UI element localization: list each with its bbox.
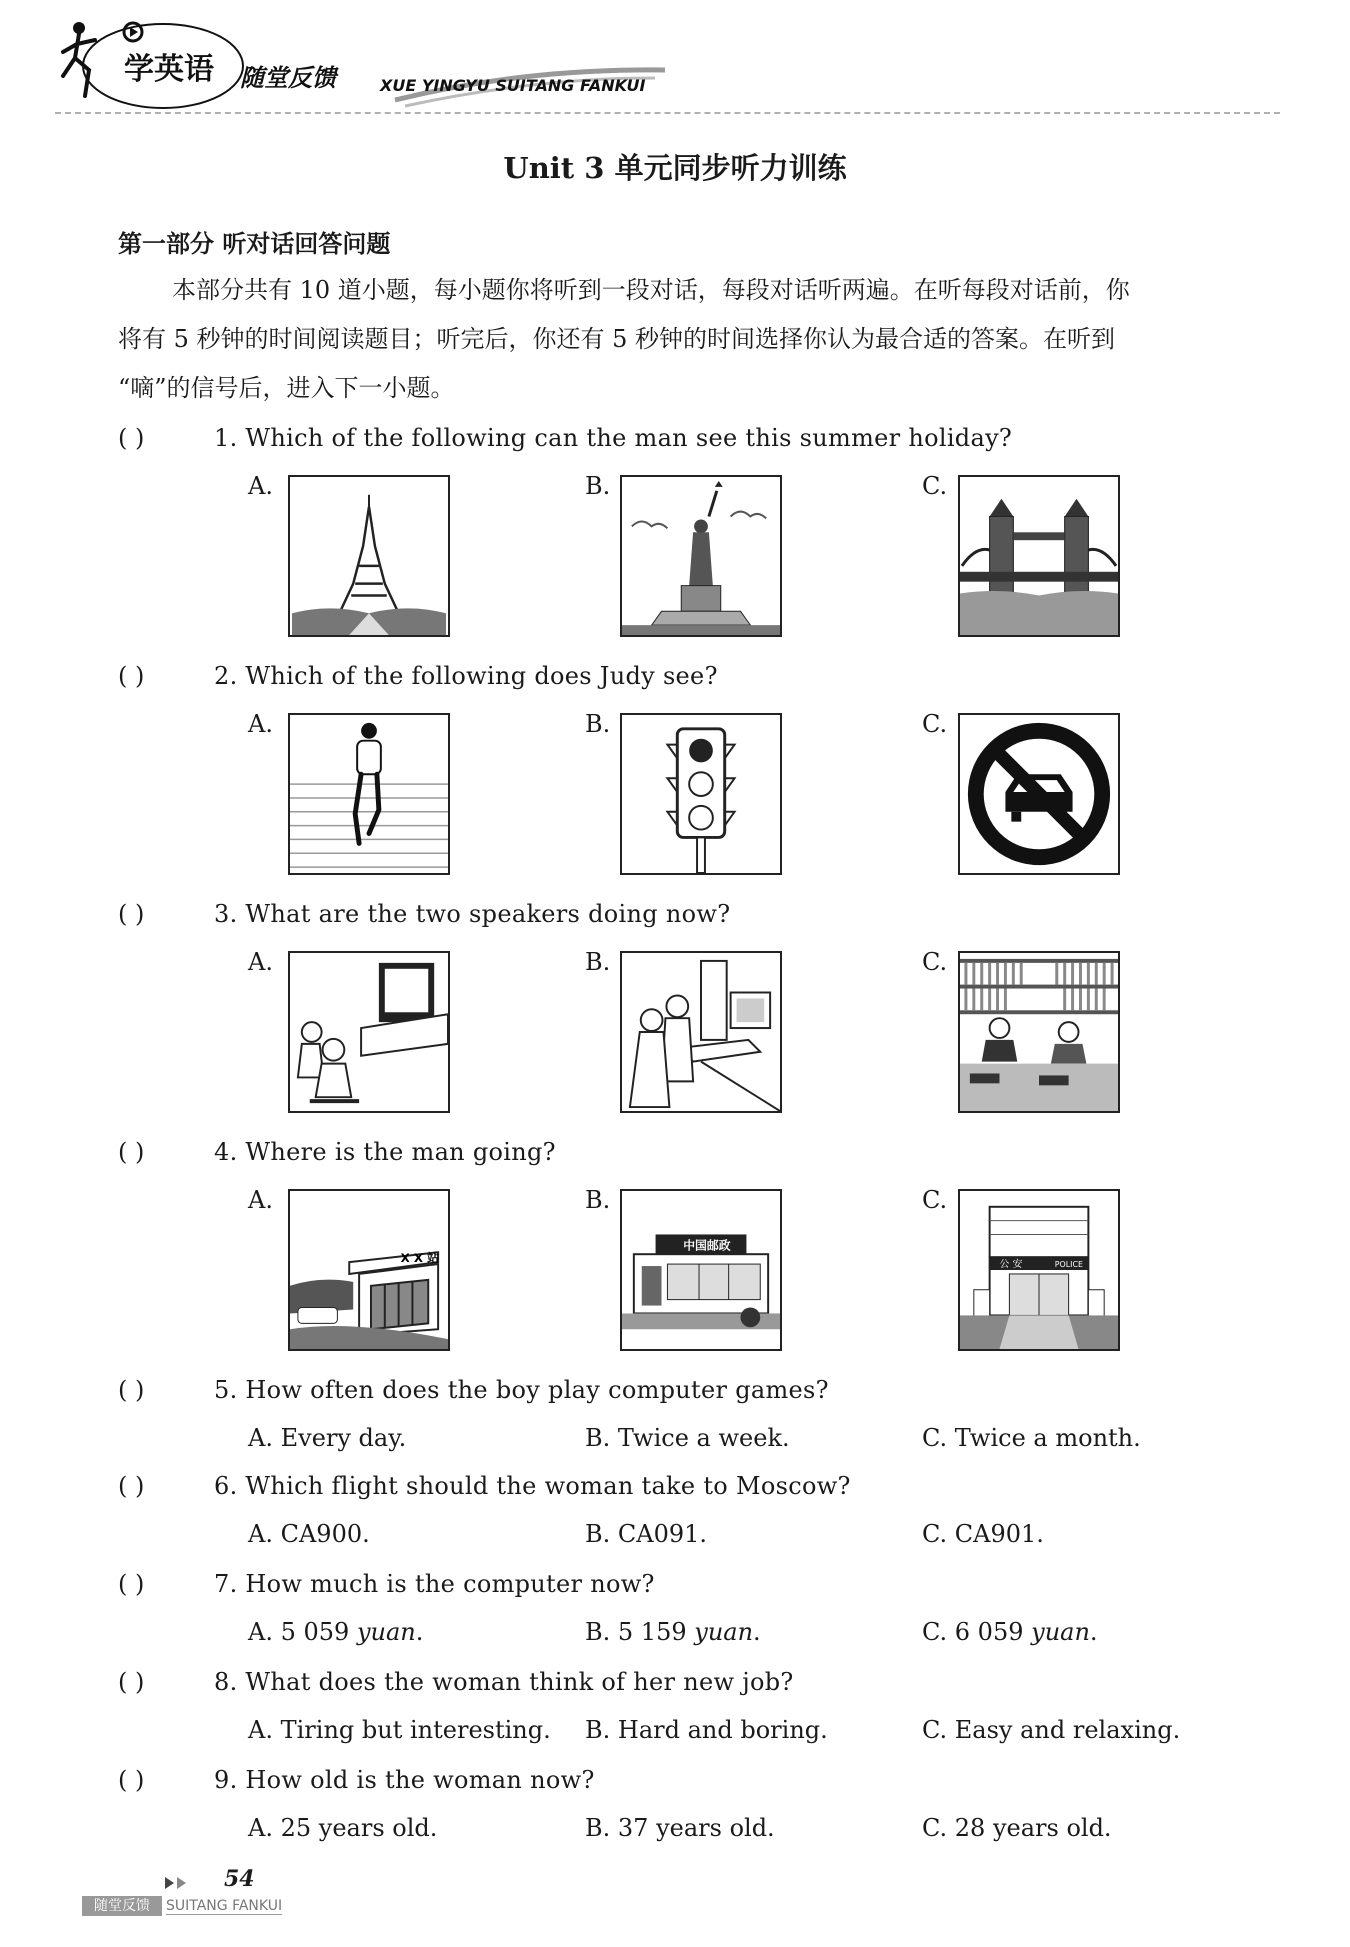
option-letter: A. [248,1186,273,1214]
option-letter: C. [922,1814,948,1842]
option-picture[interactable] [288,951,450,1113]
answer-blank[interactable]: ( ) [118,900,145,928]
option-letter: C. [922,1716,948,1744]
question-text: 4. Where is the man going? [214,1138,556,1166]
option-a[interactable] [248,1520,370,1548]
option-b[interactable] [585,1814,775,1842]
option-text: 37 years old. [617,1814,775,1842]
option-text: Every day. [280,1424,407,1452]
instructions-line-3: “嘀”的信号后，进入下一小题。 [118,374,455,402]
option-unit: yuan [356,1618,416,1646]
option-c[interactable] [922,1520,1044,1548]
question-text: 9. How old is the woman now? [214,1766,595,1794]
option-text: 25 years old. [280,1814,438,1842]
option-b[interactable] [585,1424,790,1452]
option-letter: A. [248,1814,273,1842]
option-letter: C. [922,1424,948,1452]
option-text: 5 059 [280,1618,350,1646]
option-picture[interactable] [958,475,1120,637]
answer-blank[interactable]: ( ) [118,662,145,690]
option-c[interactable]: C. 6 059 yuan. [922,1618,1098,1646]
option-picture[interactable] [620,1189,782,1351]
statue-of-liberty-icon [622,477,780,635]
option-b[interactable]: B. 5 159 yuan. [585,1618,761,1646]
option-text: 6 059 [954,1618,1024,1646]
police-sign-en: POLICE [1054,1260,1083,1270]
option-letter: C. [922,1520,948,1548]
option-letter: B. [585,472,611,500]
option-letter: A. [248,1520,273,1548]
option-text: CA091. [617,1520,708,1548]
option-letter: C. [922,472,948,500]
option-a[interactable]: A. 5 059 yuan. [248,1618,424,1646]
option-picture[interactable] [958,713,1120,875]
option-letter: A. [248,1424,273,1452]
footer-tag-cn: 随堂反馈 [82,1896,162,1916]
option-a[interactable] [248,1424,406,1452]
option-letter: B. [585,1520,611,1548]
option-text: Twice a month. [954,1424,1141,1452]
station-sign: X X 站 [400,1251,439,1266]
question-text: 2. Which of the following does Judy see? [214,662,718,690]
page-number: 54 [224,1866,255,1892]
option-letter: C. [922,948,948,976]
option-letter: A. [248,1716,273,1744]
option-letter: A. [248,472,273,500]
option-text: CA900. [280,1520,370,1548]
option-letter: B. [585,1814,611,1842]
option-letter: B. [585,1424,611,1452]
option-picture[interactable] [620,951,782,1113]
option-letter: B. [585,1618,611,1646]
answer-blank[interactable]: ( ) [118,1668,145,1696]
option-picture[interactable] [958,951,1120,1113]
page-title: Unit 3 单元同步听力训练 [503,151,847,185]
option-letter: B. [585,710,611,738]
footer-tag-en: SUITANG FANKUI [166,1898,283,1914]
page-arrows-icon [165,1874,191,1893]
option-picture[interactable] [288,1189,450,1351]
option-text: Hard and boring. [617,1716,828,1744]
police-station-icon [960,1191,1118,1349]
answer-blank[interactable]: ( ) [118,1376,145,1404]
question-text: 6. Which flight should the woman take to Moscow? [214,1472,851,1500]
option-text: Twice a week. [617,1424,790,1452]
question-text: 7. How much is the computer now? [214,1570,655,1598]
option-letter: B. [585,1716,611,1744]
answer-blank[interactable]: ( ) [118,1472,145,1500]
header-divider [55,112,1280,114]
instructions-line-2: 将有 5 秒钟的时间阅读题目；听完后，你还有 5 秒钟的时间选择你认为最合适的答案。在听到 [118,325,1116,353]
post-office-sign: 中国邮政 [683,1238,731,1253]
pedestrian-crossing-icon [290,715,448,873]
using-computer-icon [622,953,780,1111]
question-text: 1. Which of the following can the man see this summer holiday? [214,424,1013,452]
option-unit: yuan [694,1618,754,1646]
option-b[interactable] [585,1520,707,1548]
answer-blank[interactable]: ( ) [118,1138,145,1166]
option-letter: C. [922,710,948,738]
option-picture[interactable] [288,475,450,637]
answer-blank[interactable]: ( ) [118,1766,145,1794]
question-text: 8. What does the woman think of her new job? [214,1668,794,1696]
option-c[interactable] [922,1424,1141,1452]
traffic-light-icon [622,715,780,873]
option-a[interactable] [248,1814,437,1842]
answer-blank[interactable]: ( ) [118,1570,145,1598]
option-picture[interactable] [958,1189,1120,1351]
instructions-line-1: 本部分共有 10 道小题，每小题你将听到一段对话，每段对话听两遍。在听每段对话前，你 [172,276,1130,304]
watching-tv-icon [290,953,448,1111]
option-letter: A. [248,948,273,976]
brand-subtitle: 随堂反馈 [240,64,336,92]
option-text: Tiring but interesting. [280,1716,551,1744]
option-text: Easy and relaxing. [954,1716,1181,1744]
train-station-icon [290,1191,448,1349]
option-letter: A. [248,710,273,738]
option-picture[interactable] [620,475,782,637]
post-office-icon [622,1191,780,1349]
eiffel-tower-icon [290,477,448,635]
brand-title: 学英语 [124,52,214,87]
option-text: 28 years old. [954,1814,1112,1842]
section-title: 第一部分 听对话回答问题 [118,230,391,258]
option-letter: A. [248,1618,273,1646]
question-text: 5. How often does the boy play computer games? [214,1376,829,1404]
reading-in-library-icon [960,953,1118,1111]
option-letter: B. [585,1186,611,1214]
option-text: 5 159 [617,1618,687,1646]
tower-bridge-icon [960,477,1118,635]
option-a[interactable] [248,1716,551,1744]
option-b[interactable] [585,1716,828,1744]
option-c[interactable] [922,1814,1112,1842]
option-picture[interactable] [620,713,782,875]
option-text: CA901. [954,1520,1044,1548]
option-letter: C. [922,1186,948,1214]
option-c[interactable] [922,1716,1180,1744]
question-text: 3. What are the two speakers doing now? [214,900,731,928]
answer-blank[interactable]: ( ) [118,424,145,452]
brand-english: XUE YINGYU SUITANG FANKUI [380,76,646,95]
police-sign-cn: 公 安 [999,1259,1023,1271]
no-cars-sign-icon [960,715,1118,873]
option-letter: B. [585,948,611,976]
option-unit: yuan [1031,1618,1090,1646]
option-picture[interactable] [288,713,450,875]
option-letter: C. [922,1618,948,1646]
